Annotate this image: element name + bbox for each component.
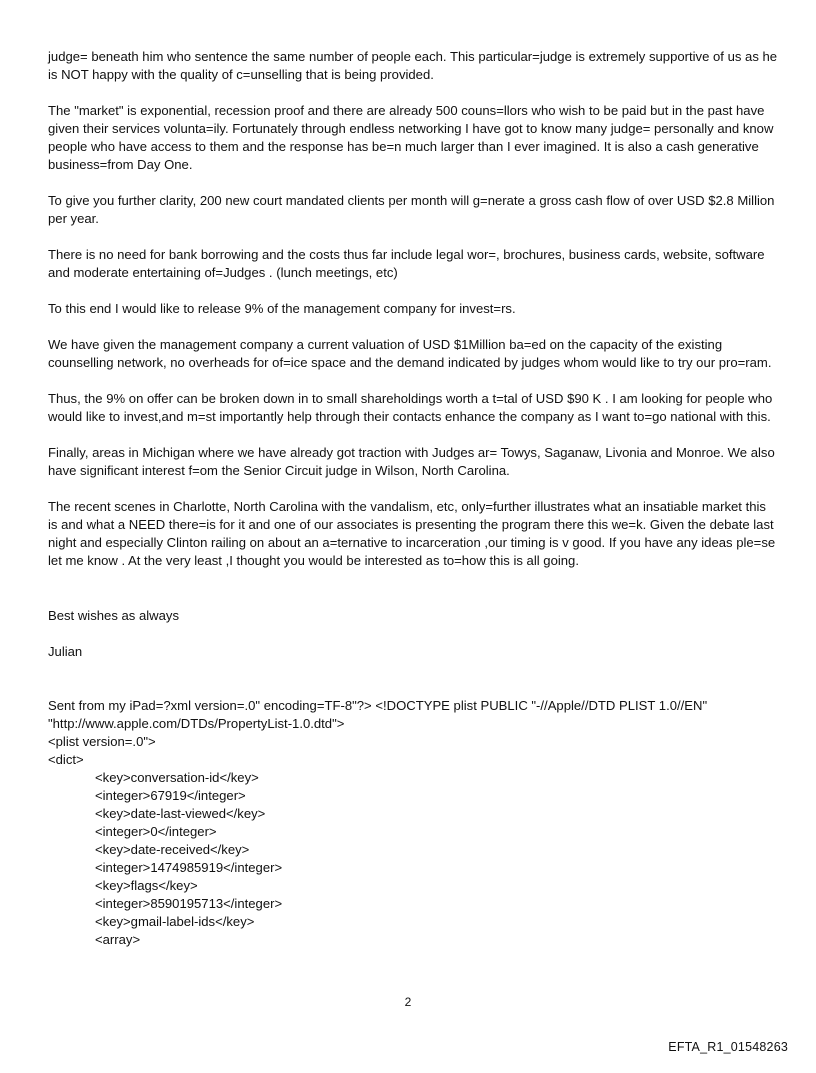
xml-line: <plist version=.0"> <box>48 734 156 749</box>
xml-line: <integer>0</integer> <box>95 824 217 839</box>
xml-line: <integer>8590195713</integer> <box>95 896 283 911</box>
body-paragraph-6: We have given the management company a current valuation of USD $1Million ba=ed on the capacity of the existing counselling network, no overheads for of=ice space and the demand indicated by judges whom would like to try our pro=ram. <box>48 337 772 370</box>
body-paragraph-4: There is no need for bank borrowing and the costs thus far include legal wor=, brochures, business cards, website, software and moderate entertaining of=Judges . (lunch meetings, etc) <box>48 247 765 280</box>
xml-line: <key>date-received</key> <box>95 842 250 857</box>
body-paragraph-1: judge= beneath him who sentence the same number of people each. This particular=judge is extremely supportive of us as he is NOT happy with the quality of c=unselling that is being provided. <box>48 49 778 82</box>
document-page <box>48 48 778 949</box>
body-paragraph-8: Finally, areas in Michigan where we have already got traction with Judges ar= Towys, Saganaw, Livonia and Monroe. We also have significant interest f=om the Senior Circuit judge in Wilson, North Carolina. <box>48 445 775 478</box>
spacer <box>48 588 778 607</box>
sent-from-line: Sent from my iPad=?xml version=.0" encoding=TF-8"?> <!DOCTYPE plist PUBLIC "-//Apple//DTD PLIST 1.0//EN" <box>48 698 708 713</box>
body-paragraph-9: The recent scenes in Charlotte, North Carolina with the vandalism, etc, only=further illustrates what an insatiable market this is and what a NEED there=is for it and one of our associates is presenting the program there this we=k. Given the debate last night and especially Clinton railing on about an a=ternative to incarceration ,our timing is v good. If you have any ideas ple=se let me know . At the very least ,I thought you would be interested as to=how this is all going. <box>48 499 776 568</box>
body-paragraph-5: To this end I would like to release 9% of the management company for invest=rs. <box>48 301 516 316</box>
signature-name: Julian <box>48 644 83 659</box>
body-paragraph-3: To give you further clarity, 200 new court mandated clients per month will g=nerate a gross cash flow of over USD $2.8 Million per year. <box>48 193 775 226</box>
dtd-url-line: "http://www.apple.com/DTDs/PropertyList-1.0.dtd"> <box>48 716 345 731</box>
page-number: 2 <box>404 995 412 1009</box>
signoff: Best wishes as always <box>48 608 179 623</box>
document-id: EFTA_R1_01548263 <box>668 1040 788 1054</box>
xml-line: <integer>67919</integer> <box>95 788 246 803</box>
xml-line: <dict> <box>48 752 84 767</box>
body-paragraph-2: The "market" is exponential, recession proof and there are already 500 couns=llors who wish to be paid but in the past have given their services volunta=ily. Fortunately through endless networking I have got to know many judge= personally and know people who have access to them and the response has be=n much larger than I ever imagined. It is also a cash generative business=from Day One. <box>48 103 774 172</box>
xml-line: <key>date-last-viewed</key> <box>95 806 266 821</box>
xml-line: <key>gmail-label-ids</key> <box>95 914 255 929</box>
xml-line: <array> <box>95 932 141 947</box>
xml-line: <integer>1474985919</integer> <box>95 860 283 875</box>
xml-line: <key>conversation-id</key> <box>95 770 259 785</box>
body-paragraph-7: Thus, the 9% on offer can be broken down in to small shareholdings worth a t=tal of USD $90 K . I am looking for people who would like to invest,and m=st importantly help through their contacts enhance the company as I want to=go national with this. <box>48 391 773 424</box>
xml-line: <key>flags</key> <box>95 878 198 893</box>
